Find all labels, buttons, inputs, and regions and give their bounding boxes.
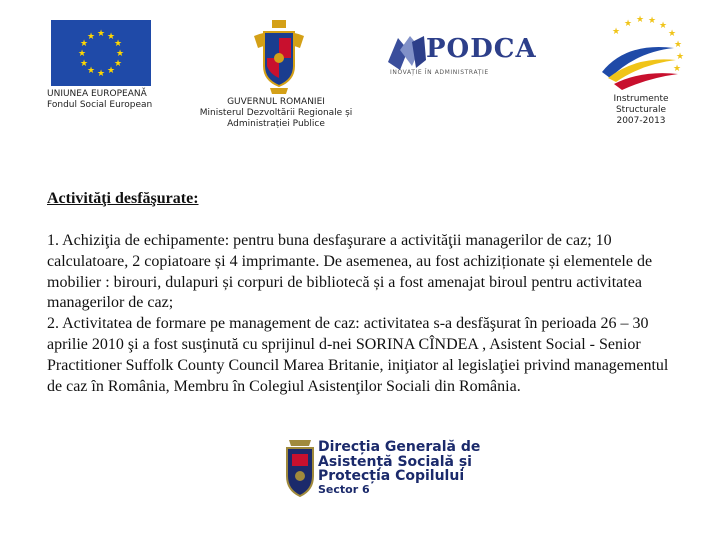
structural-instruments-caption <box>600 94 682 127</box>
svg-text:★: ★ <box>658 21 668 31</box>
si-caption-line3: 2007-2013 <box>616 116 666 126</box>
svg-text:★: ★ <box>106 32 116 42</box>
eu-caption-line1: UNIUNEA EUROPEANĂ <box>47 89 147 99</box>
dgaspc-line1: Direcția Generală de <box>318 439 481 455</box>
podca-tagline: INOVAȚIE ÎN ADMINISTRAȚIE <box>390 69 489 76</box>
coat-of-arms-icon <box>248 18 310 96</box>
eu-caption <box>47 89 177 111</box>
svg-text:★: ★ <box>113 59 123 69</box>
svg-text:★: ★ <box>675 52 685 62</box>
svg-text:★: ★ <box>672 64 682 74</box>
svg-text:★: ★ <box>106 66 116 76</box>
svg-text:★: ★ <box>673 40 683 50</box>
svg-text:★: ★ <box>96 29 106 39</box>
svg-text:★: ★ <box>86 32 96 42</box>
svg-text:★: ★ <box>623 19 633 29</box>
romania-coat-of-arms <box>248 18 310 96</box>
eu-caption-line2: Fondul Social European <box>47 100 153 110</box>
paragraph-equipment: 1. Achiziţia de echipamente: pentru buna desfaşurare a activităţii managerilor de caz; 10 calculatoare, 2 copiatoare și 4 imprimante. De asemenea, au fost achiziționate și elementele de mobilier : birouri, dulapuri și corpuri de bibliotecă și a fost amenajat biroul pentru activitatea managerilor de caz; <box>47 232 653 312</box>
eu-stars-icon <box>51 20 151 86</box>
svg-text:★: ★ <box>113 39 123 49</box>
dgaspc-line2: Asistență Socială și <box>318 453 472 470</box>
government-caption <box>186 97 366 130</box>
section-title: Activităţi desfăşurate: <box>47 190 199 207</box>
podca-logo <box>386 32 541 78</box>
si-caption-line1: Instrumente <box>613 94 669 104</box>
gov-caption-line2: Ministerul Dezvoltării Regionale și <box>199 108 353 118</box>
svg-text:★: ★ <box>77 49 87 59</box>
svg-text:★: ★ <box>611 27 621 37</box>
svg-text:★: ★ <box>647 16 657 26</box>
svg-text:★: ★ <box>667 29 677 39</box>
sector6-crest-icon <box>283 436 317 500</box>
gov-caption-line3: Administrației Publice <box>227 119 325 129</box>
paragraph-training: 2. Activitatea de formare pe management de caz: activitatea s-a desfăşurat în perioada 26 – 30 aprilie 2010 şi a fost susţinută cu sprijinul d-nei SORINA CÎNDEA , Asistent Social - Senior Practitioner Suffolk County Council Marea Britanie, iniţiator al legislaţiei privind managementul de caz în România, Membru în Colegiul Asistenţilor Sociali din România. <box>47 315 669 395</box>
gov-caption-line1: GUVERNUL ROMANIEI <box>227 97 325 107</box>
svg-text:★: ★ <box>115 49 125 59</box>
eu-flag-logo <box>51 20 151 86</box>
si-caption-line2: Structurale <box>615 105 667 115</box>
structural-instruments-icon <box>596 12 688 96</box>
svg-text:★: ★ <box>79 59 89 69</box>
svg-text:★: ★ <box>96 69 106 79</box>
structural-instruments-logo <box>596 12 688 96</box>
dgaspc-line4: Sector 6 <box>318 482 370 496</box>
svg-text:★: ★ <box>635 15 645 25</box>
dgaspc-line3: Protecția Copilului <box>318 468 465 484</box>
podca-name: PODCA <box>426 34 537 64</box>
dgaspc-name <box>318 439 481 496</box>
svg-text:★: ★ <box>79 39 89 49</box>
body-text <box>47 231 687 397</box>
svg-text:★: ★ <box>86 66 96 76</box>
dgaspc-emblem <box>283 436 317 500</box>
